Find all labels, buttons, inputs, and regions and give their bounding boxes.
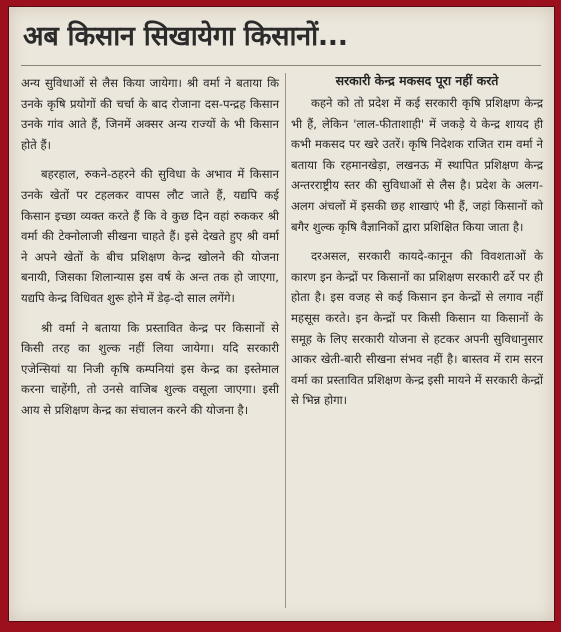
left-paragraph-1: अन्य सुविधाओं से लैस किया जायेगा। श्री वर्मा ने बताया कि उनके कृषि प्रयोगों की चर्चा के बाद रोजाना दस-पन्द्रह किसान उनके गांव आते हैं, जिनमें अक्सर अन्य राज्यों के भी किसान होते हैं। [21,76,279,152]
left-column [21,73,279,430]
right-paragraph-2: दरअसल, सरकारी कायदे-कानून की विवशताओं के कारण इन केन्द्रों पर किसानों का प्रशिक्षण सरकारी ढर्रे पर ही होता है। इस वजह से कई किसान इन केन्द्रों से लगाव नहीं महसूस करते। इन केन्द्रों पर किसी किसान या किसानों के समूह के लिए सरकारी योजना से हटकर अपनी सुविधानुसार आकर खेती-बारी सीखना संभव नहीं है। बास्तव में राम सरन वर्मा का प्रस्तावित प्रशिक्षण केन्द्र इसी मायने में सरकारी केन्द्रों से भिन्न होगा। [291,249,543,408]
right-subheading: सरकारी केन्द्र मकसद पूरा नहीं करते [335,73,499,88]
left-paragraph-2: बहरहाल, रुकने-ठहरने की सुविधा के अभाव में किसान उनके खेतों पर टहलकर वापस लौट जाते हैं, यद्यपि कई किसान इच्छा व्यक्त करते हैं कि वे कुछ दिन वहां रुककर श्री वर्मा की टेक्नोलाजी सीखना चाहते हैं। इसे देखते हुए श्री वर्मा ने अपने खेतों के बीच प्रशिक्षण केन्द्र खोलने की योजना बनायी, जिसका शिलान्यास इस वर्ष के अन्त तक हो जाएगा, यद्यपि केन्द्र विधिवत शुरू होने में डेढ़-दो साल लगेंगे। [21,167,279,305]
right-column [291,71,543,420]
newspaper-clipping [8,6,555,622]
headline-rule [21,65,541,66]
column-divider [285,73,286,608]
left-paragraph-3: श्री वर्मा ने बताया कि प्रस्तावित केन्द्र पर किसानों से किसी तरह का शुल्क नहीं लिया जायेगा। यदि सरकारी एजेन्सियां या निजी कृषि कम्पनियां इस केन्द्र का इस्तेमाल करना चाहेंगी, तो उनसे वाजिब शुल्क वसूला जाएगा। इसी आय से प्रशिक्षण केन्द्र का संचालन करने की योजना है। [21,320,279,417]
right-paragraph-1: कहने को तो प्रदेश में कई सरकारी कृषि प्रशिक्षण केन्द्र भी हैं, लेकिन 'लाल-फीताशाही' में जकड़े ये केन्द्र शायद ही कभी मकसद पर खरे उतरें। कृषि निदेशक राजित राम वर्मा ने बताया कि रहमानखेड़ा, लखनऊ में स्थापित प्रशिक्षण केन्द्र अन्तरराष्ट्रीय स्तर की सुविधाओं से लैस है। प्रदेश के अलग-अलग अंचलों में इसकी छह शाखाएं भी हैं, जहां किसानों को बगैर शुल्क कृषि वैज्ञानिकों द्वारा प्रशिक्षित किया जाता है। [291,96,543,234]
article-headline: अब किसान सिखायेगा किसानों... [23,21,348,52]
